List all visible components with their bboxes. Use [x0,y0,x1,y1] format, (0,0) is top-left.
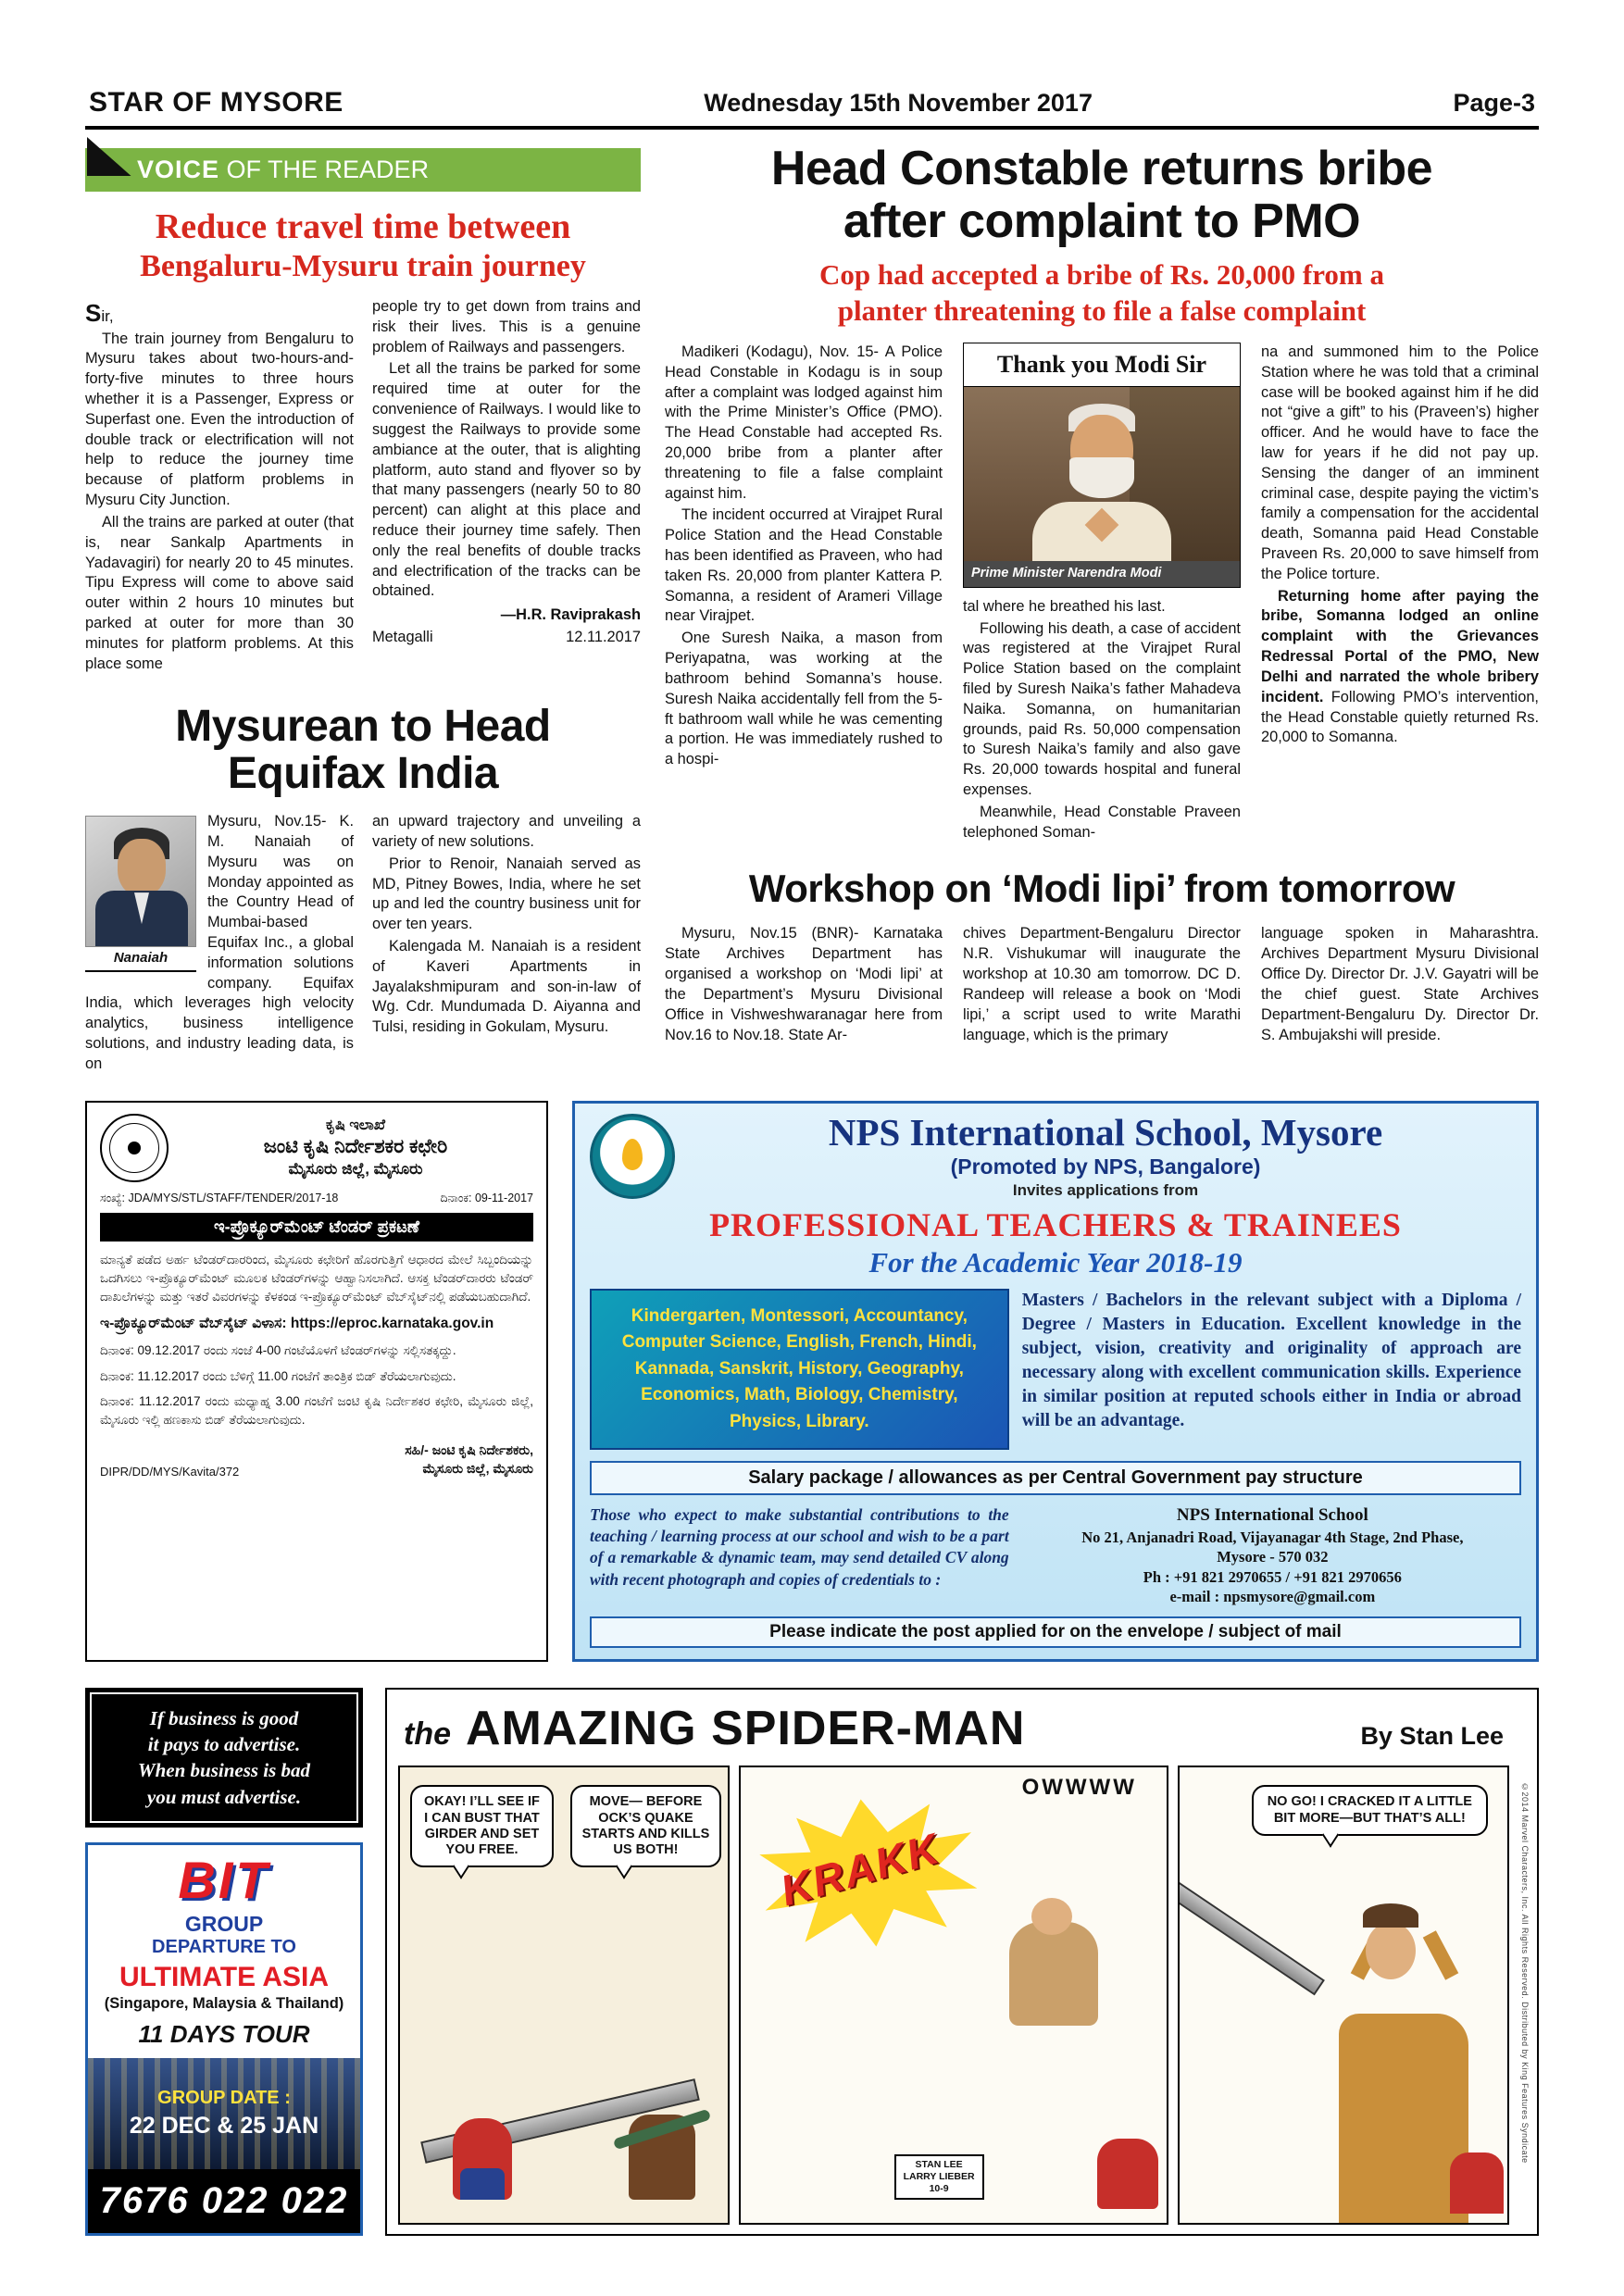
tender-dipr-code: DIPR/DD/MYS/Kavita/372 [100,1464,240,1479]
nps-requirements-text: Masters / Bachelors in the relevant subject with a Diploma / Degree / Masters in Education. Excellent knowledge in the subject, vision, creativity and originality of approach are necessary along with excellent communication skills. Experience in similar position at reputed schools either in India or abroad will be an advantage. [1021,1290,1521,1431]
comic-byline: By Stan Lee [1360,1721,1504,1750]
equifax-article [85,704,641,1076]
edition-date: Wednesday 15th November 2017 [704,89,1093,117]
scream-sfx-text: OWWWW [1021,1774,1137,1800]
man-hair-art [1363,1903,1418,1928]
comic-title-row [398,1697,1509,1766]
comic-credit-line: 10-9 [929,2183,949,2195]
equifax-column-2 [372,812,641,1077]
voice-of-reader-section [85,148,641,676]
page-number: Page-3 [1453,89,1535,117]
bribe-column-1 [665,343,943,845]
bit-travel-ad [85,1842,363,2236]
modi-photo-caption-bottom: Prime Minister Narendra Modi [964,561,1240,586]
banner-rest: OF THE READER [219,156,430,183]
nps-school-ad [572,1101,1539,1662]
bit-group-date-label: GROUP DATE : [157,2088,291,2109]
nps-email: e-mail : npsmysore@gmail.com [1169,1588,1376,1606]
bit-departure-label: DEPARTURE TO [152,1937,296,1958]
govt-emblem-icon [100,1114,169,1182]
voice-paragraph: The train journey from Bengaluru to Mysuru takes about two-hours-and-forty-five minutes to three hours whether it is a Passenger, Express or Superfast one. Even the introduction of double track or electrification will not help to reduce the journey time because of platform problems in Mysuru City Junction. [85,330,354,509]
bribe-bold-run: Returning home after paying the bribe, Somanna lodged an online complaint with the Grievances Redressal Portal of the PMO, New Delhi and narrated the whole bribery incident. [1261,587,1539,705]
nps-flame-icon [622,1139,643,1170]
bribe-paragraph: na and summoned him to the Police Station where he was told that a criminal case will be booked against him if he did not “give a gift” to his (Praveen’s) higher officer. And he would have to face the law for years if he did not pay up. Sensing the danger of an imminent criminal case, despite paying the victim’s family a compensation for the accidental death, Somanna paid Head Constable Praveen Rs. 20,000 to save himself from the Police torture. [1261,343,1539,582]
equifax-paragraph: Prior to Renoir, Nanaiah served as MD, Pitney Bowes, India, where he set up and led the country business unit for over ten years. [372,855,641,933]
advertise-promo-box [85,1688,363,1828]
photo-figure-face [118,839,166,896]
tender-signature-line2: ಮೈಸೂರು ಜಿಲ್ಲೆ, ಮೈಸೂರು [422,1461,533,1477]
equifax-column-1 [85,812,354,1077]
bottom-row [85,1688,1539,2236]
bit-tour-subtitle: (Singapore, Malaysia & Thailand) [104,1995,344,2013]
photo-figure-beard [1069,457,1134,498]
comic-credit-box [894,2154,984,2200]
advertise-promo-text [90,1692,358,1823]
bribe-column-2 [963,343,1241,845]
equifax-headline-line1: Mysurean to Head [175,702,551,752]
nps-positions-title: PROFESSIONAL TEACHERS & TRAINEES [709,1205,1402,1243]
nps-title: NPS International School, Mysore [828,1110,1383,1154]
nps-address-line: No 21, Anjanadri Road, Vijayanagar 4th Stage, 2nd Phase, [1081,1528,1464,1546]
advertise-line: it pays to advertise. [147,1733,301,1756]
bit-group-label: GROUP [184,1912,264,1937]
nps-address-line: Mysore - 570 032 [1217,1548,1329,1566]
speech-bubble: NO GO! I CRACKED IT A LITTLE BIT MORE—BUT THAT’S ALL! [1252,1785,1488,1835]
nps-phone: Ph : +91 821 2970655 / +91 821 2970656 [1143,1567,1402,1586]
workshop-paragraph: language spoken in Maharashtra. Archives Department Mysuru Divisional Office Dy. Director Dr. J.V. Gayatri will be the chief guest. State Archives Department-Bengaluru Dy. Director Dr. S. Ambujakshi will preside. [1261,925,1539,1043]
bribe-body [665,343,1539,845]
tender-date-line: ದಿನಾಂಕ: 11.12.2017 ರಂದು ಬೆಳಿಗ್ಗೆ 11.00 ಗಂಟೆಗೆ ತಾಂತ್ರಿಕ ಬಿಡ್ ತೆರೆಯಲಾಗುವುದು. [100,1368,456,1383]
letter-place: Metagalli [372,629,433,645]
banner-corner-flag [87,137,137,176]
bit-phone-number: 7676 022 022 [88,2169,360,2233]
comic-credit-line: LARRY LIEBER [903,2171,975,2183]
advertise-line: When business is bad [137,1759,311,1782]
masthead: STAR OF MYSORE [89,87,344,118]
top-section [85,143,1539,1077]
equifax-paragraph: Kalengada M. Nanaiah is a resident of Kaveri Apartments in Jayalakshmipuram and son-in-law of Wg. Cdr. Mundumada D. Aiyanna and Tulsi, residing in Gokulam, Mysuru. [372,938,641,1036]
bribe-paragraph-mixed [1261,587,1539,749]
bribe-subhead-line1: Cop had accepted a bribe of Rs. 20,000 from a [819,258,1384,292]
bit-logo: BIT [178,1851,270,1910]
nps-bottom [590,1504,1521,1606]
nanaiah-photo-block [85,816,196,972]
voice-paragraph: Let all the trains be parked for some required time at outer for the convenience of Railways. I would like to suggest the Railways to provide some ambiance at the outer, that is alighting platform, auto stand and flyover so by that many passengers (nearly 50 to 80 percent) can alight at this place and reduce their journey time safely. Then only the real benefits of double tracks and electrification of the tracks can be obtained. [372,360,641,600]
voice-column-1 [85,297,354,676]
bribe-column-3 [1261,343,1539,845]
tender-body-text: ಮಾನ್ಯತೆ ಪಡೆದ ಅರ್ಹ ಟೆಂಡರ್‌ದಾರರಿಂದ, ಮೈಸೂರು ಕಛೇರಿಗೆ ಹೊರಗುತ್ತಿಗೆ ಆಧಾರದ ಮೇಲೆ ಸಿಬ್ಬಂದಿಯನ್ನು ಒದಗಿಸಲು ಇ-ಪ್ರೊಕ್ಯೂರ್‌ಮೆಂಟ್ ಮೂಲಕ ಟೆಂಡರ್‌ಗಳನ್ನು ಆಹ್ವಾನಿಸಲಾಗಿದೆ. ಆಸಕ್ತ ಟೆಂಡರ್‌ದಾರರು ಟೆಂಡರ್ ದಾಖಲೆಗಳನ್ನು ಮತ್ತು ಇತರೆ ವಿವರಗಳನ್ನು ಕೆಳಕಂಡ ಇ-ಪ್ರೊಕ್ಯೂರ್‌ಮೆಂಟ್ ವೆಬ್‌ಸೈಟ್‌ನಲ್ಲಿ ಪಡೆಯಬಹುದಾಗಿದೆ. [100,1252,533,1304]
voice-paragraph: people try to get down from trains and risk their lives. This is a genuine problem of Railways and passengers. [372,298,641,356]
bribe-subhead-line2: planter threatening to file a false complaint [837,294,1367,328]
tender-title-bar: ಇ-ಪ್ರೊಕ್ಯೂರ್‌ಮೆಂಟ್ ಟೆಂಡರ್ ಪ್ರಕಟಣೆ [100,1213,533,1242]
spiderman-comic-strip [385,1688,1539,2236]
nps-header [590,1110,1521,1200]
advertise-line: you must advertise. [146,1785,302,1808]
workshop-paragraph: chives Department-Bengaluru Director N.R. Vishukumar will inaugurate the workshop at 10.30 am tomorrow. DC D. Randeep will release a book on ‘Modi lipi,’ a script used to write Marathi language, which is the primary [963,925,1241,1043]
tender-place: ಮೈಸೂರು ಜಿಲ್ಲೆ, ಮೈಸೂರು [288,1159,423,1178]
letter-signature: —H.R. Raviprakash [500,606,641,624]
tender-ref-row [100,1192,533,1205]
tender-date-line: ದಿನಾಂಕ: 09.12.2017 ರಂದು ಸಂಜೆ 4-00 ಗಂಟೆಯೊಳಗೆ ಟೆಂಡರ್‌ಗಳನ್ನು ಸಲ್ಲಿಸತಕ್ಕದ್ದು. [100,1343,456,1358]
equifax-headline-line2: Equifax India [227,748,499,798]
bribe-paragraph: Meanwhile, Head Constable Praveen telephoned Soman- [963,803,1241,841]
left-column [85,143,641,1077]
nanaiah-photo-caption: Nanaiah [85,947,196,972]
voice-paragraph: All the trains are parked at outer (that is, near Sankalp Apartments in Yadavagiri) for nearly 20 to 45 minutes. Tipu Express will come to above said outer within 2 hours 10 minutes but parked at outer for more than 30 minutes for platform problems. At this place some [85,513,354,672]
nps-cv-note: Those who expect to make substantial contributions to the teaching / learning process at our school and wish to be a part of a remarkable & dynamic team, may send detailed CV along with recent photograph and copies of credentials to : [590,1505,1009,1589]
bit-days-tour: 11 DAYS TOUR [138,2020,310,2049]
workshop-column-3 [1261,924,1539,1047]
tender-office: ಜಂಟಿ ಕೃಷಿ ನಿರ್ದೇಶಕರ ಕಛೇರಿ [263,1135,448,1157]
voice-headline-line1: Reduce travel time between [155,207,571,246]
advertise-line: If business is good [149,1706,299,1729]
tender-header [100,1114,533,1182]
man-arm-art [1423,1930,1459,1979]
equifax-paragraph: Mysuru, Nov.15- K. M. Nanaiah of Mysuru was on Monday appointed as the Country Head of Mumbai-based Equifax Inc., a global information solutions company. Equifax India, which leverages high velocity analytics, business intelligence solutions, and industry leading data, is on [85,813,354,1072]
tender-ref-date: ದಿನಾಂಕ: 09-11-2017 [440,1191,533,1204]
bit-group-date: 22 DEC & 25 JAN [129,2113,319,2140]
tender-header-text [178,1117,533,1179]
equifax-paragraph: an upward trajectory and unveiling a variety of new solutions. [372,813,641,850]
bribe-article [665,143,1539,844]
workshop-body [665,924,1539,1047]
tender-notice-ad [85,1101,548,1662]
spiderman-figure [1450,2152,1504,2214]
comic-credit-line: STAN LEE [915,2159,963,2171]
ads-row [85,1101,1539,1662]
tender-signature-line1: ಸಹಿ/- ಜಂಟಿ ಕೃಷಿ ನಿರ್ದೇಶಕರು, [405,1442,533,1458]
krakk-sfx-text: KRAKK [775,1824,946,1915]
modi-photo [964,387,1240,561]
letter-date: 12.11.2017 [566,629,641,645]
page-header [85,44,1539,130]
girder-art [1178,1866,1325,1995]
bribe-paragraph: Madikeri (Kodagu), Nov. 15- A Police Head Constable in Kodagu is in soup after a complaint was lodged against him with the Prime Minister’s Office (PMO). The Head Constable had accepted Rs. 20,000 bribe from a planter after threatening to file a false complaint against him. [665,343,943,502]
nanaiah-photo [85,816,196,947]
right-column [665,143,1539,1077]
nps-promoted: (Promoted by NPS, Bangalore) [950,1154,1261,1179]
spiderman-figure [453,2118,512,2200]
doc-ock-figure [629,2115,695,2200]
nps-salary-bar: Salary package / allowances as per Central Government pay structure [590,1461,1521,1495]
nps-address-block [1024,1504,1521,1606]
comic-copyright: ©2014 Marvel Characters, Inc. All Rights Reserved. Distributed by King Features Syndicate [1520,1781,1530,2164]
modi-photo-caption-top: Thank you Modi Sir [964,343,1240,388]
comic-title-the: the [404,1716,451,1752]
comic-panel-2 [739,1766,1168,2225]
modi-photo-box [963,343,1241,588]
man-head-art [1366,1922,1416,1979]
nps-invites: Invites applications from [1012,1180,1199,1199]
comic-panels [398,1766,1509,2225]
speech-bubble: OKAY! I’LL SEE IF I CAN BUST THAT GIRDER AND SET YOU FREE. [410,1785,555,1866]
bystander-figure [1009,1922,1098,2026]
comic-panel-3 [1178,1766,1509,2225]
workshop-column-1 [665,924,943,1047]
bribe-paragraph: tal where he breathed his last. [963,597,1166,615]
tender-ref-number: ಸಂಖ್ಯೆ: JDA/MYS/STL/STAFF/TENDER/2017-18 [100,1191,339,1204]
nps-middle [590,1289,1521,1451]
spiderman-figure [1097,2139,1158,2209]
bribe-headline-line2: after complaint to PMO [843,194,1361,249]
nps-academic-year: For the Academic Year 2018-19 [868,1245,1243,1279]
banner-word-voice: VOICE [137,156,220,183]
workshop-paragraph: Mysuru, Nov.15 (BNR)- Karnataka State Archives Department has organised a workshop on ‘Modi lipi’ at the Department’s Mysuru Divisional Office in Vishweshwaranagar here from Nov.16 to Nov.18. State Ar- [665,925,943,1043]
nps-school-logo-icon [590,1114,675,1199]
voice-banner [85,148,641,192]
voice-headline-line2: Bengaluru-Mysuru train journey [140,249,586,283]
nps-address-name: NPS International School [1176,1505,1368,1526]
tender-department: ಕೃಷಿ ಇಲಾಖೆ [325,1117,386,1133]
bit-city-photo [88,2058,360,2169]
man-body-art [1339,2014,1468,2226]
salutation: Sir, [85,299,114,327]
voice-body [85,297,641,676]
nps-footer-bar: Please indicate the post applied for on the envelope / subject of mail [590,1616,1521,1648]
tender-website-line: ಇ-ಪ್ರೊಕ್ಯೂರ್‌ಮೆಂಟ್ ವೆಬ್‌ಸೈಟ್ ವಿಳಾಸ: https://eproc.karnataka.gov.in [100,1316,494,1332]
bottom-left-stack [85,1688,363,2236]
voice-column-2 [372,297,641,676]
bribe-paragraph: The incident occurred at Virajpet Rural Police Station and the Head Constable has been identified as Praveen, who had taken Rs. 20,000 from planter Kattera P. Somanna, a resident of Arameri Village near Virajpet. [665,506,943,625]
bit-tour-title: ULTIMATE ASIA [119,1962,330,1993]
workshop-article [665,867,1539,1047]
bribe-paragraph: One Suresh Naika, a mason from Periyapatna, was working at the bathroom behind Somanna’s house. Suresh Naika accidentally fell from the 5-ft bathroom wall while he was cementing a portion. He was immediately rushed to a hospi- [665,630,943,768]
speech-bubble: MOVE— BEFORE OCK’S QUAKE STARTS AND KILLS US BOTH! [570,1785,721,1866]
nps-subjects-box: Kindergarten, Montessori, Accountancy, Computer Science, English, French, Hindi, Kannada, Sanskrit, History, Geography, Economics, Math, Biology, Chemistry, Physics, Library. [590,1289,1009,1451]
tender-footer [100,1441,533,1478]
workshop-column-2 [963,924,1241,1047]
bribe-headline-line1: Head Constable returns bribe [770,142,1433,195]
nps-header-text [690,1110,1521,1200]
tender-signature [405,1441,533,1478]
bribe-normal-run: Following PMO’s intervention, the Head Constable quietly returned Rs. 20,000 to Somanna. [1261,688,1539,746]
comic-title: AMAZING SPIDER-MAN [466,1701,1026,1755]
comic-panel-1 [398,1766,730,2225]
bribe-paragraph: Following his death, a case of accident was registered at the Virajpet Rural Police Station based on the complaint filed by Suresh Naika’s father Mahadeva Naika. Somanna, on humanitarian grounds, paid Rs. 50,000 compensation to Suresh Naika’s family and also gave Rs. 20,000 towards hospital and funeral expenses. [963,619,1241,799]
equifax-body [85,812,641,1077]
workshop-headline: Workshop on ‘Modi lipi’ from tomorrow [748,867,1455,911]
letter-signoff [372,628,641,648]
tender-date-line: ದಿನಾಂಕ: 11.12.2017 ರಂದು ಮಧ್ಯಾಹ್ನ 3.00 ಗಂಟೆಗೆ ಜಂಟಿ ಕೃಷಿ ನಿರ್ದೇಶಕರ ಕಛೇರಿ, ಮೈಸೂರು ಜಿಲ್ಲೆ, ಮೈಸೂರು ಇಲ್ಲಿ ಹಣಕಾಸು ಬಿಡ್ ತೆರೆಯಲಾಗುವುದು. [100,1394,533,1427]
